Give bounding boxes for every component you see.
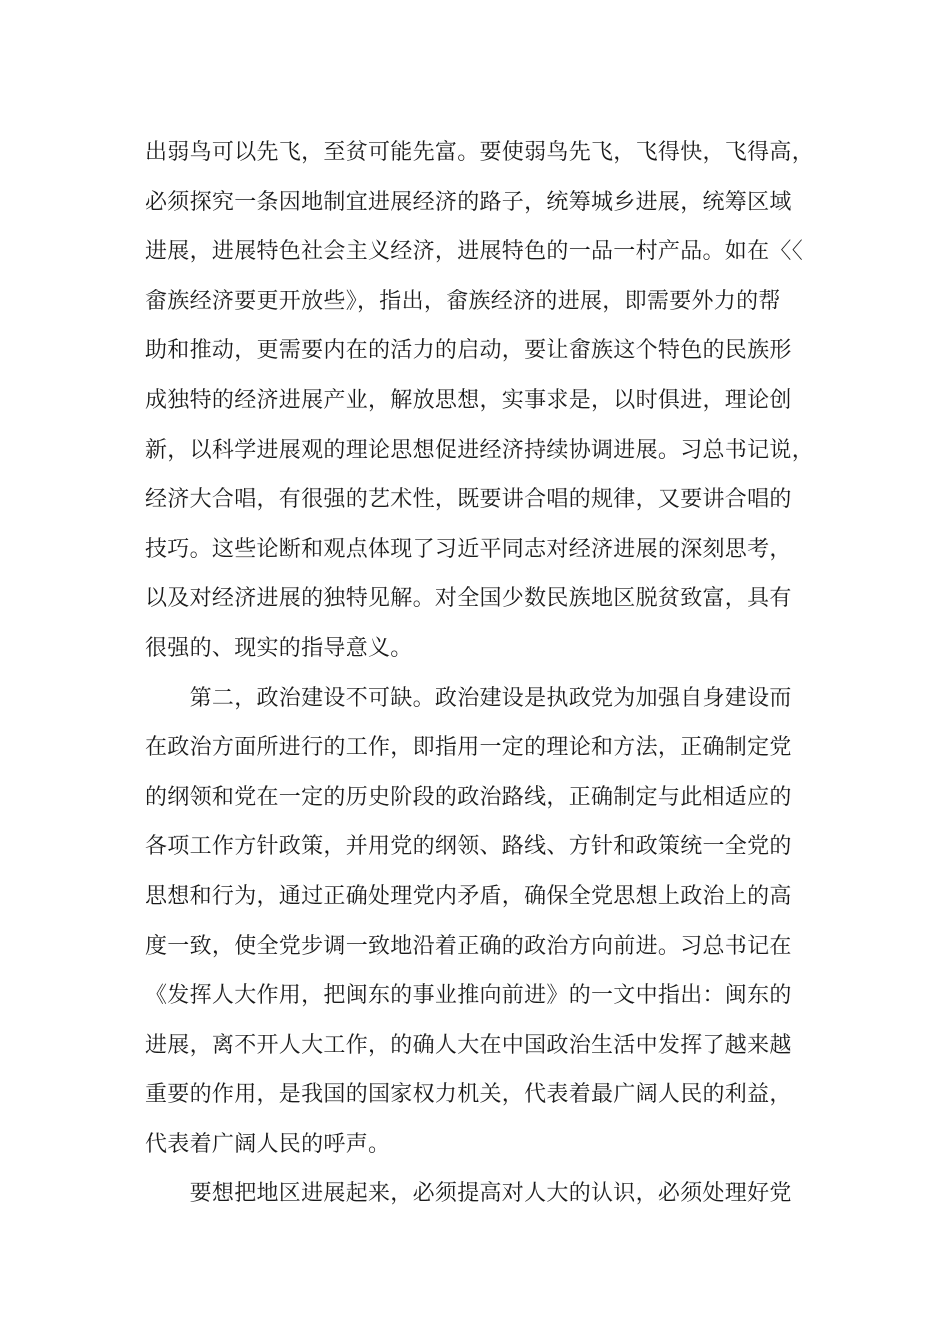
paragraph-line: 第二，政治建设不可缺。政治建设是执政党为加强自身建设而 — [145, 685, 792, 711]
paragraph-line: 畲族经济要更开放些》，指出，畲族经济的进展，即需要外力的帮 — [145, 288, 781, 314]
paragraph-line: 必须探究一条因地制宜进展经济的路子，统筹城乡进展，统筹区域 — [145, 189, 792, 215]
paragraph-line: 经济大合唱，有很强的艺术性，既要讲合唱的规律，又要讲合唱的 — [145, 487, 792, 513]
paragraph-line: 思想和行为，通过正确处理党内矛盾，确保全党思想上政治上的高 — [145, 883, 792, 909]
paragraph-line: 《发挥人大作用，把闽东的事业推向前进》的一文中指出：闽东的 — [145, 983, 792, 1009]
paragraph-line: 进展，进展特色社会主义经济，进展特色的一品一村产品。如在〈〈 — [145, 239, 804, 265]
paragraph-line: 进展，离不开人大工作，的确人大在中国政治生活中发挥了越来越 — [145, 1032, 792, 1058]
paragraph-line: 的纲领和党在一定的历史阶段的政治路线，正确制定与此相适应的 — [145, 784, 792, 810]
paragraph-line: 要想把地区进展起来，必须提高对人大的认识，必须处理好党 — [145, 1181, 792, 1207]
document-body — [145, 128, 825, 1219]
paragraph-line: 重要的作用，是我国的国家权力机关，代表着最广阔人民的利益， — [145, 1082, 792, 1108]
paragraph-line: 在政治方面所进行的工作，即指用一定的理论和方法，正确制定党 — [145, 735, 792, 761]
paragraph-line: 以及对经济进展的独特见解。对全国少数民族地区脱贫致富，具有 — [145, 586, 792, 612]
paragraph-line: 助和推动，更需要内在的活力的启动，要让畲族这个特色的民族形 — [145, 338, 792, 364]
paragraph-line: 各项工作方针政策，并用党的纲领、路线、方针和政策统一全党的 — [145, 834, 792, 860]
paragraph-line: 技巧。这些论断和观点体现了习近平同志对经济进展的深刻思考， — [145, 536, 792, 562]
paragraph-line: 新，以科学进展观的理论思想促进经济持续协调进展。习总书记说， — [145, 437, 815, 463]
paragraph-line: 度一致，使全党步调一致地沿着正确的政治方向前进。习总书记在 — [145, 933, 792, 959]
paragraph-line: 代表着广阔人民的呼声。 — [145, 1131, 391, 1157]
paragraph-line: 很强的、现实的指导意义。 — [145, 635, 413, 661]
paragraph-line: 成独特的经济进展产业，解放思想，实事求是，以时俱进，理论创 — [145, 387, 792, 413]
paragraph-line: 出弱鸟可以先飞，至贫可能先富。要使弱鸟先飞，飞得快，飞得高， — [145, 140, 815, 165]
